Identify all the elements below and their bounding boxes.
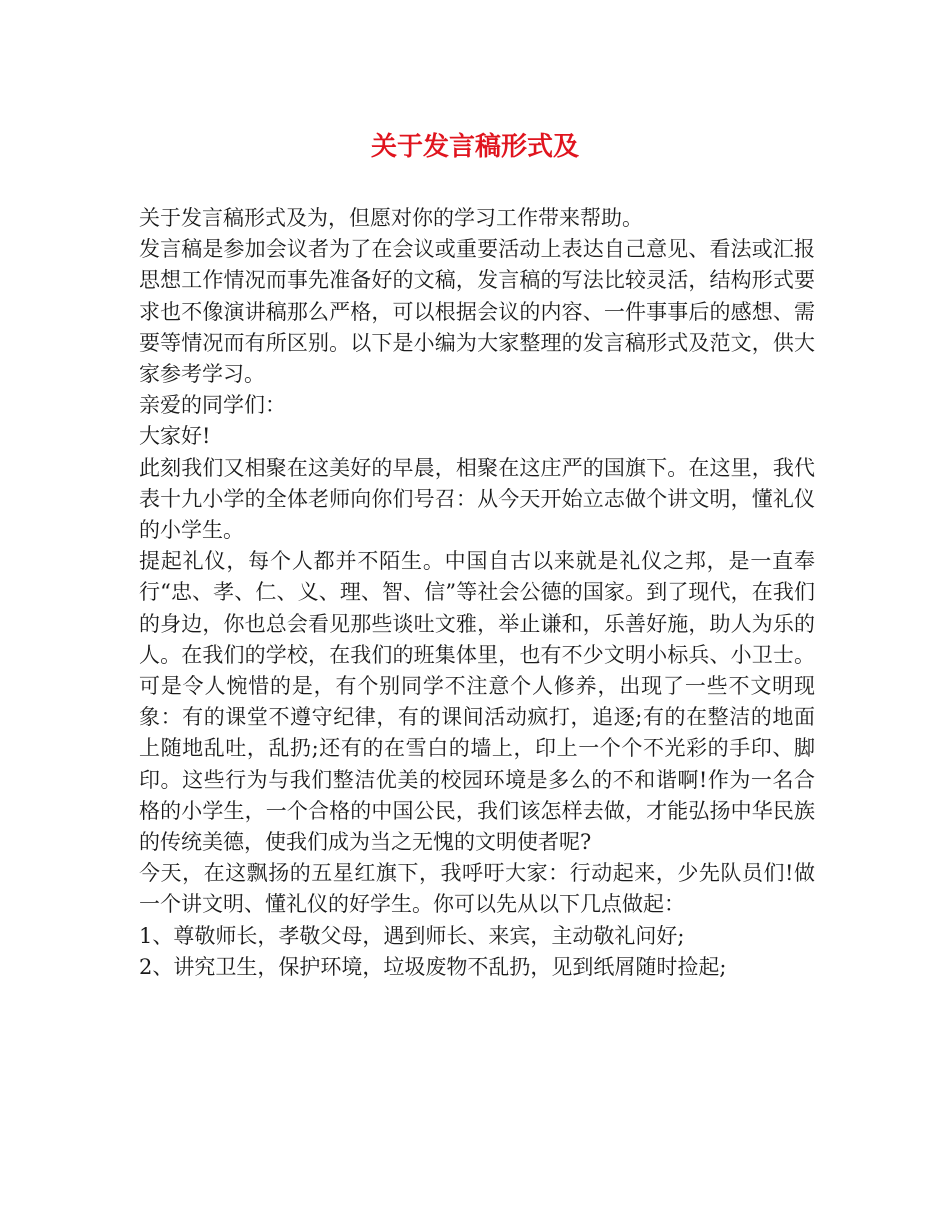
list-item-2: 2、讲究卫生，保护环境，垃圾废物不乱扔，见到纸屑随时捡起; [139,954,727,979]
document-title: 关于发言稿形式及 [370,132,579,162]
paragraph-definition: 发言稿是参加会议者为了在会议或重要活动上表达自己意见、看法或汇报思想工作情况而事先准备好的文稿，发言稿的写法比较灵活，结构形式要求也不像演讲稿那么严格，可以根据会议的内容、一件事事后的感想、需要等情况而有所区别。以下是小编为大家整理的发言稿形式及范文，供大家参考学习。 [139,237,815,387]
paragraph-call-to-action: 今天，在这飘扬的五星红旗下，我呼吁大家：行动起来，少先队员们!做一个讲文明、懂礼仪的好学生。你可以先从以下几点做起： [139,861,815,917]
paragraph-etiquette: 提起礼仪，每个人都并不陌生。中国自古以来就是礼仪之邦，是一直奉行“忠、孝、仁、义、理、智、信”等社会公德的国家。到了现代，在我们的身边，你也总会看见那些谈吐文雅，举止谦和，乐善好施，助人为乐的人。在我们的学校，在我们的班集体里，也有不少文明小标兵、小卫士。可是令人惋惜的是，有个别同学不注意个人修养，出现了一些不文明现象：有的课堂不遵守纪律，有的课间活动疯打，追逐;有的在整洁的地面上随地乱吐，乱扔;还有的在雪白的墙上，印上一个个不光彩的手印、脚印。这些行为与我们整洁优美的校园环境是多么的不和谐啊!作为一名合格的小学生，一个合格的中国公民，我们该怎样去做，才能弘扬中华民族的传统美德，使我们成为当之无愧的文明使者呢? [139,549,815,855]
paragraph-greeting: 大家好! [139,424,211,449]
paragraph-intro: 关于发言稿形式及为，但愿对你的学习工作带来帮助。 [139,206,643,230]
paragraph-opening: 此刻我们又相聚在这美好的早晨，相聚在这庄严的国旗下。在这里，我代表十九小学的全体老师向你们号召：从今天开始立志做个讲文明，懂礼仪的小学生。 [139,455,815,543]
list-item-1: 1、尊敬师长，孝敬父母，遇到师长、来宾，主动敬礼问好; [139,923,685,948]
paragraph-salutation: 亲爱的同学们： [139,393,286,418]
document-body [139,203,815,983]
